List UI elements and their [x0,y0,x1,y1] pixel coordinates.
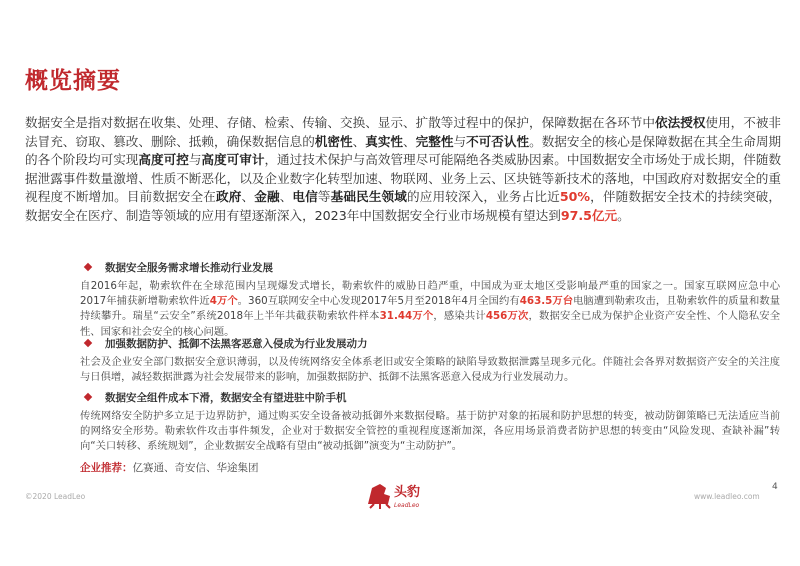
bullet-body: 社会及企业安全部门数据安全意识薄弱，以及传统网络安全体系老旧或安全策略的缺陷导致数据泄露呈现多元化。伴随社会各界对数据资产安全的关注度与日俱增，减轻数据泄露为社会发展带来的影响，加强数据防护、抵御不法黑客恶意入侵成为行业发展动力。 [80,356,780,384]
recommendation-companies: 亿赛通、奇安信、华途集团 [132,462,259,474]
leadleo-logo [360,474,440,514]
bullet-heading-text: 加强数据防护、抵御不法黑客恶意入侵成为行业发展动力 [105,337,368,350]
diamond-bullet-icon [84,393,92,401]
footer-copyright: ©2020 LeadLeo [25,492,86,501]
bullet-body: 自2016年起，勒索软件在全球范围内呈现爆发式增长，勒索软件的威胁日趋严重，中国成为亚太地区受影响最严重的国家之一。国家互联网应急中心2017年捕获新增勒索软件近4万个。360互联网安全中心发现2017年5月至2018年4月全国约有463.5万台电脑遭到勒索攻击，且勒索软件的质量和数量持续攀升。瑞星“云安全”系统2018年上半年共截获勒索软件样本31.44万个，感染共计456万次，数据安全已成为保护企业资产安全性、个人隐私安全性、国家和社会安全的核心问题。 [80,280,781,338]
bullet-section-2 [80,334,780,385]
footer-url: www.leadleo.com [694,492,760,501]
page-title: 概览摘要 [25,68,121,94]
bullet-heading-text: 数据安全组件成本下滑，数据安全有望进驻中阶手机 [105,391,347,404]
page-number: 4 [772,482,778,492]
bullet-section-3 [80,388,780,455]
bullet-body: 传统网络安全防护多立足于边界防护，通过购买安全设备被动抵御外来数据侵略。基于防护对象的拓展和防护思想的转变，被动防御策略已无法适应当前的网络安全形势。勒索软件攻击事件频发，企业对于数据安全管控的重视程度逐渐加深，各应用场景消费者防护思想的转变由“风险发现、查缺补漏”转向“关口转移、系统规划”，企业数据安全战略有望由“被动抵御”演变为“主动防护”。 [80,410,780,453]
diamond-bullet-icon [84,263,92,271]
bullet-heading-text: 数据安全服务需求增长推动行业发展 [105,261,273,274]
bullet-heading [85,334,780,352]
bullet-heading [85,258,780,276]
bullet-section-1 [80,258,780,340]
intro-paragraph: 数据安全是指对数据在收集、处理、存储、检索、传输、交换、显示、扩散等过程中的保护，保障数据在各环节中依法授权使用，不被非法冒充、窃取、篡改、删除、抵赖，确保数据信息的机密性、真实性、完整性与不可否认性。数据安全的核心是保障数据在其全生命周期的各个阶段均可实现高度可控与高度可审计，通过技术保护与高效管理尽可能隔绝各类威胁因素。中国数据安全市场处于成长期，伴随数据泄露事件数量激增、性质不断恶化，以及企业数字化转型加速、物联网、业务上云、区块链等新技术的落地，中国政府对数据安全的重视程度不断增加。目前数据安全在政府、金融、电信等基础民生领域的应用较深入，业务占比近50%，伴随数据安全技术的持续突破，数据安全在医疗、制造等领域的应用有望逐渐深入，2023年中国数据安全行业市场规模有望达到97.5亿元。 [25,115,782,223]
bullet-heading [85,388,780,406]
recommendation-label: 企业推荐： [80,462,133,474]
svg-text:头豹: 头豹 [394,485,421,500]
svg-text:LeadLeo: LeadLeo [394,502,420,509]
diamond-bullet-icon [84,339,92,347]
company-recommendation [80,460,259,475]
